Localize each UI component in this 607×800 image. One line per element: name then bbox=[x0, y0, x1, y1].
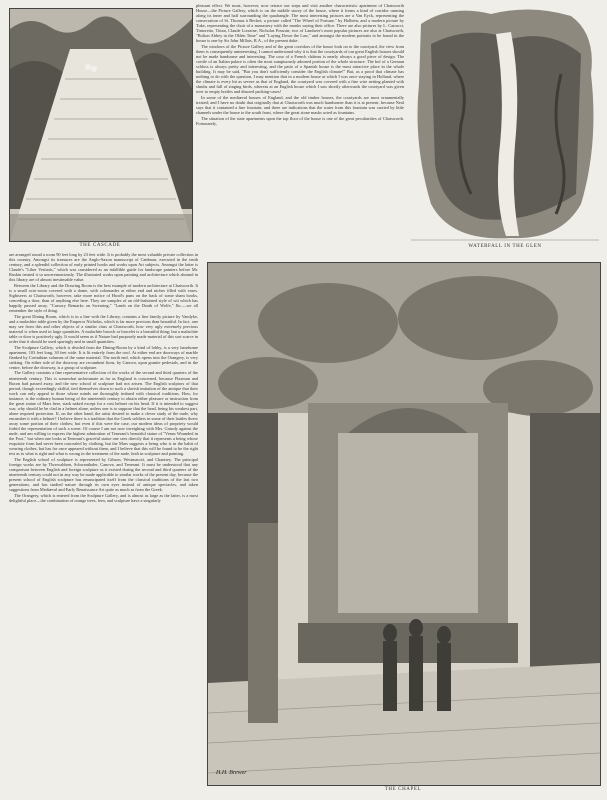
waterfall-caption: WATERFALL IN THE GLEN bbox=[468, 244, 542, 249]
cascade-caption: THE CASCADE bbox=[79, 243, 121, 248]
waterfall-illustration bbox=[411, 4, 599, 242]
paragraph: The Sculpture Gallery, which is divided from the Dining-Room by a kind of lobby, is a very handsome apartment, 103 feet long, 30 feet wide. It is lit entirely from the roof. At either end are doorways of marble flanked by Corinthian columns of the same material. The north end, which opens into the Orangery, is very striking. On either side of the doorway are recumbent lions, by Canova, upon granite pedestals, and in the centre, before the doorway, is a group of sculpture. bbox=[9, 344, 198, 370]
cascade-illustration bbox=[9, 8, 193, 242]
chapel-drawing bbox=[208, 263, 600, 785]
paragraph: Between the Library and the Drawing Room is the best example of modern architecture at Chatsworth. It is a small octo-room covered with a dome, with colonnades at either end and niches filled with vases. Sightseers at Chatsworth, however, take more notice of Hood's puns on the back of some sham books, conceding a door, than of anything else here. They are samples of an old-fashioned style of wit which has happily passed away. "Cursory Remarks on Swearing," "Lamb on the Death of Wolfe," &c.—we all remember the style of thing. bbox=[9, 282, 198, 314]
top-right-column bbox=[196, 3, 404, 257]
paragraph: The English school of sculpture is represented by Gibson, Westmacott, and Chantrey. The principal foreign works are by Thorwaldsen, Schwanthaler, Canova, and Tenerani. It must be understood that any comparison between English and foreign sculpture as it existed during the second and third quarters of the nineteenth century could not in any way be made applicable to similar works of the present day, because the present school of English sculpture has emancipated itself from the classical traditions of the last two generations, and has studied nature through its own eyes instead of antique spectacles, and taken suggestions from Mediæval and Early Renaissance Art quite as much as from the Greek. bbox=[9, 456, 198, 493]
paragraph: The windows of the Picture Gallery and of the great corridors of the house look on to the courtyard, the view from them is consequently uninteresting. I cannot understand why it is that the courtyards of our great English houses should not be made handsome and interesting. The cour of a French château is nearly always a good piece of design. The cortile of an Italian palace is often the most sumptuously adorned portion of the whole structure. The hof of a German schloss is always pretty and interesting, and the patio of a Spanish house is the most attractive place in the whole building. It may be said, "But you don't sufficiently consider the English climate!" But, as a proof that climate has nothing to do with the question, I may mention that in a modern house at which I was once staying in Holland, where the climate is every bit as severe as that of England, the courtyard was covered with a fine wire netting planted with shrubs and full of singing birds, whereas at an English house which I saw shortly afterwards the courtyard was given over to empty bottles and disused packing-cases! bbox=[196, 43, 404, 95]
left-column bbox=[9, 252, 198, 798]
paragraph: The Orangery, which is entered from the Sculpture Gallery, and is almost as large as the latter, is a most delightful place—the combination of orange trees, fern, and sculpture have a singularly bbox=[9, 492, 198, 503]
cascade-drawing bbox=[10, 9, 192, 241]
paragraph: The situation of the state apartments upon the top floor of the house is one of the great peculiarities of Chatsworth. Fortunately, bbox=[196, 115, 404, 126]
waterfall-drawing bbox=[411, 4, 599, 242]
chapel-illustration bbox=[207, 262, 601, 786]
paragraph: In some of the mediæval houses of England, and the old timber houses, the courtyards are most ornamentally treated; and I have no doubt that originally that at Chatsworth was much handsomer than it is at present, because Neal says that it contained a fine fountain; and there are indications that the water from this fountain was carried by little channels under the house to the south front, where the great stone masks acted as fountains. bbox=[196, 95, 404, 116]
paragraph: are arranged round a room 90 feet long by 23 feet wide. It is probably the most valuable private collection in this country. Amongst its treasures are the Anglo-Saxon manuscript of Cædmon, executed in the tenth century, and a splendid collection of early printed books and works upon Art subjects. Amongst the latter is Claude's "Liber Veritatis," which was considered as an infallible guide for landscape painters before Mr. Ruskin treated it so unceremoniously. The illustrated works upon painting and architecture which abound in this library are of almost inestimable value. bbox=[9, 252, 198, 283]
artist-signature: H.H. Brewer bbox=[216, 770, 247, 776]
chapel-caption: THE CHAPEL bbox=[384, 787, 422, 792]
paragraph: The Gallery contains a fine representative collection of the works of the second and third quarters of the nineteenth century. This is somewhat unfortunate as far as England is concerned, because Flaxman and Bacon had passed away, and the new school of sculpture had not arisen. The English sculptors of that period, though exceedingly skilful, tied themselves down to such a slavish imitation of the antique that their work can only appeal to those whose minds are thoroughly imbued with classical traditions. How, for instance, is the ordinary human being of the nineteenth century to obtain either pleasure or instruction from the great statue of Mars here, stark naked except for a vast helmet on his head. If it is intended to suggest war, why should he be clad in a helmet alone, unless one is to suppose that the head, being his weakest part, alone required protection. If, on the other hand, the artist desired to make a clever study of the nude, why encumber it with a helmet? I believe there is a tradition that the Greek soldiers in some of their battles threw away some portion of their clothes; but even if this were the case, our modern ideas of propriety would forbid the representation of such a scene. Of course I am not now inveighing with Mrs. Grundy against the nude, and am willing to express the highest admiration of Tenerani's beautiful statue of "Venus Wounded in the Foot," but when one looks at Tenerani's graceful statue one sees directly that it represents a being whose exquisite form had never been concealed by clothing, but the Mars suggests a being who is in the habit of wearing clothes, but has for once appeared without them, and I believe that this will be found to be the right test as to what is right and what is wrong in the treatment of the nude, both in sculpture and painting. bbox=[9, 370, 198, 457]
paragraph: pleasant effect. We must, however, now retrace our steps and visit another characteristic apartment of Chatsworth House—the Picture Gallery, which is on the middle storey of the house, where it forms a kind of corridor running along its inner and half surrounding the quadrangle. The most interesting pictures are a Van Eyck, representing the consecration of St. Thomas à Becket; a picture called "The Wheel of Fortune," by Holbein; and a modern picture by Tuke, representing the choir of a monastery with the monks saying their office. There are also pictures by L. Carracci, Tintoretto, Titian, Claude Lorraine, Nicholas Poussin; two of Landseer's most popular pictures are also at Chatsworth, "Bolton Abbey in the Olden Time" and "Laying Down the Law," and amongst the modern portraits to be found in the house is one by Sir John Millais, R.A., of the present duke. bbox=[196, 3, 404, 44]
paragraph: The great Dining Room, which is in a line with the Library, contains a fine family picture by Vandyke, and a malachite table given by the Emperor Nicholas, which is far more precious than beautiful. In fact, one may see from this and other objects of a similar class at Chatsworth, how very ugly extremely precious material is when used in large quantities. A malachite brooch or bracelet is a beautiful thing; but a malachite table or door is positively ugly. It would seem as if Nature had purposely made material of this sort scarce in order that it should be used sparingly and in small quantities. bbox=[9, 313, 198, 344]
